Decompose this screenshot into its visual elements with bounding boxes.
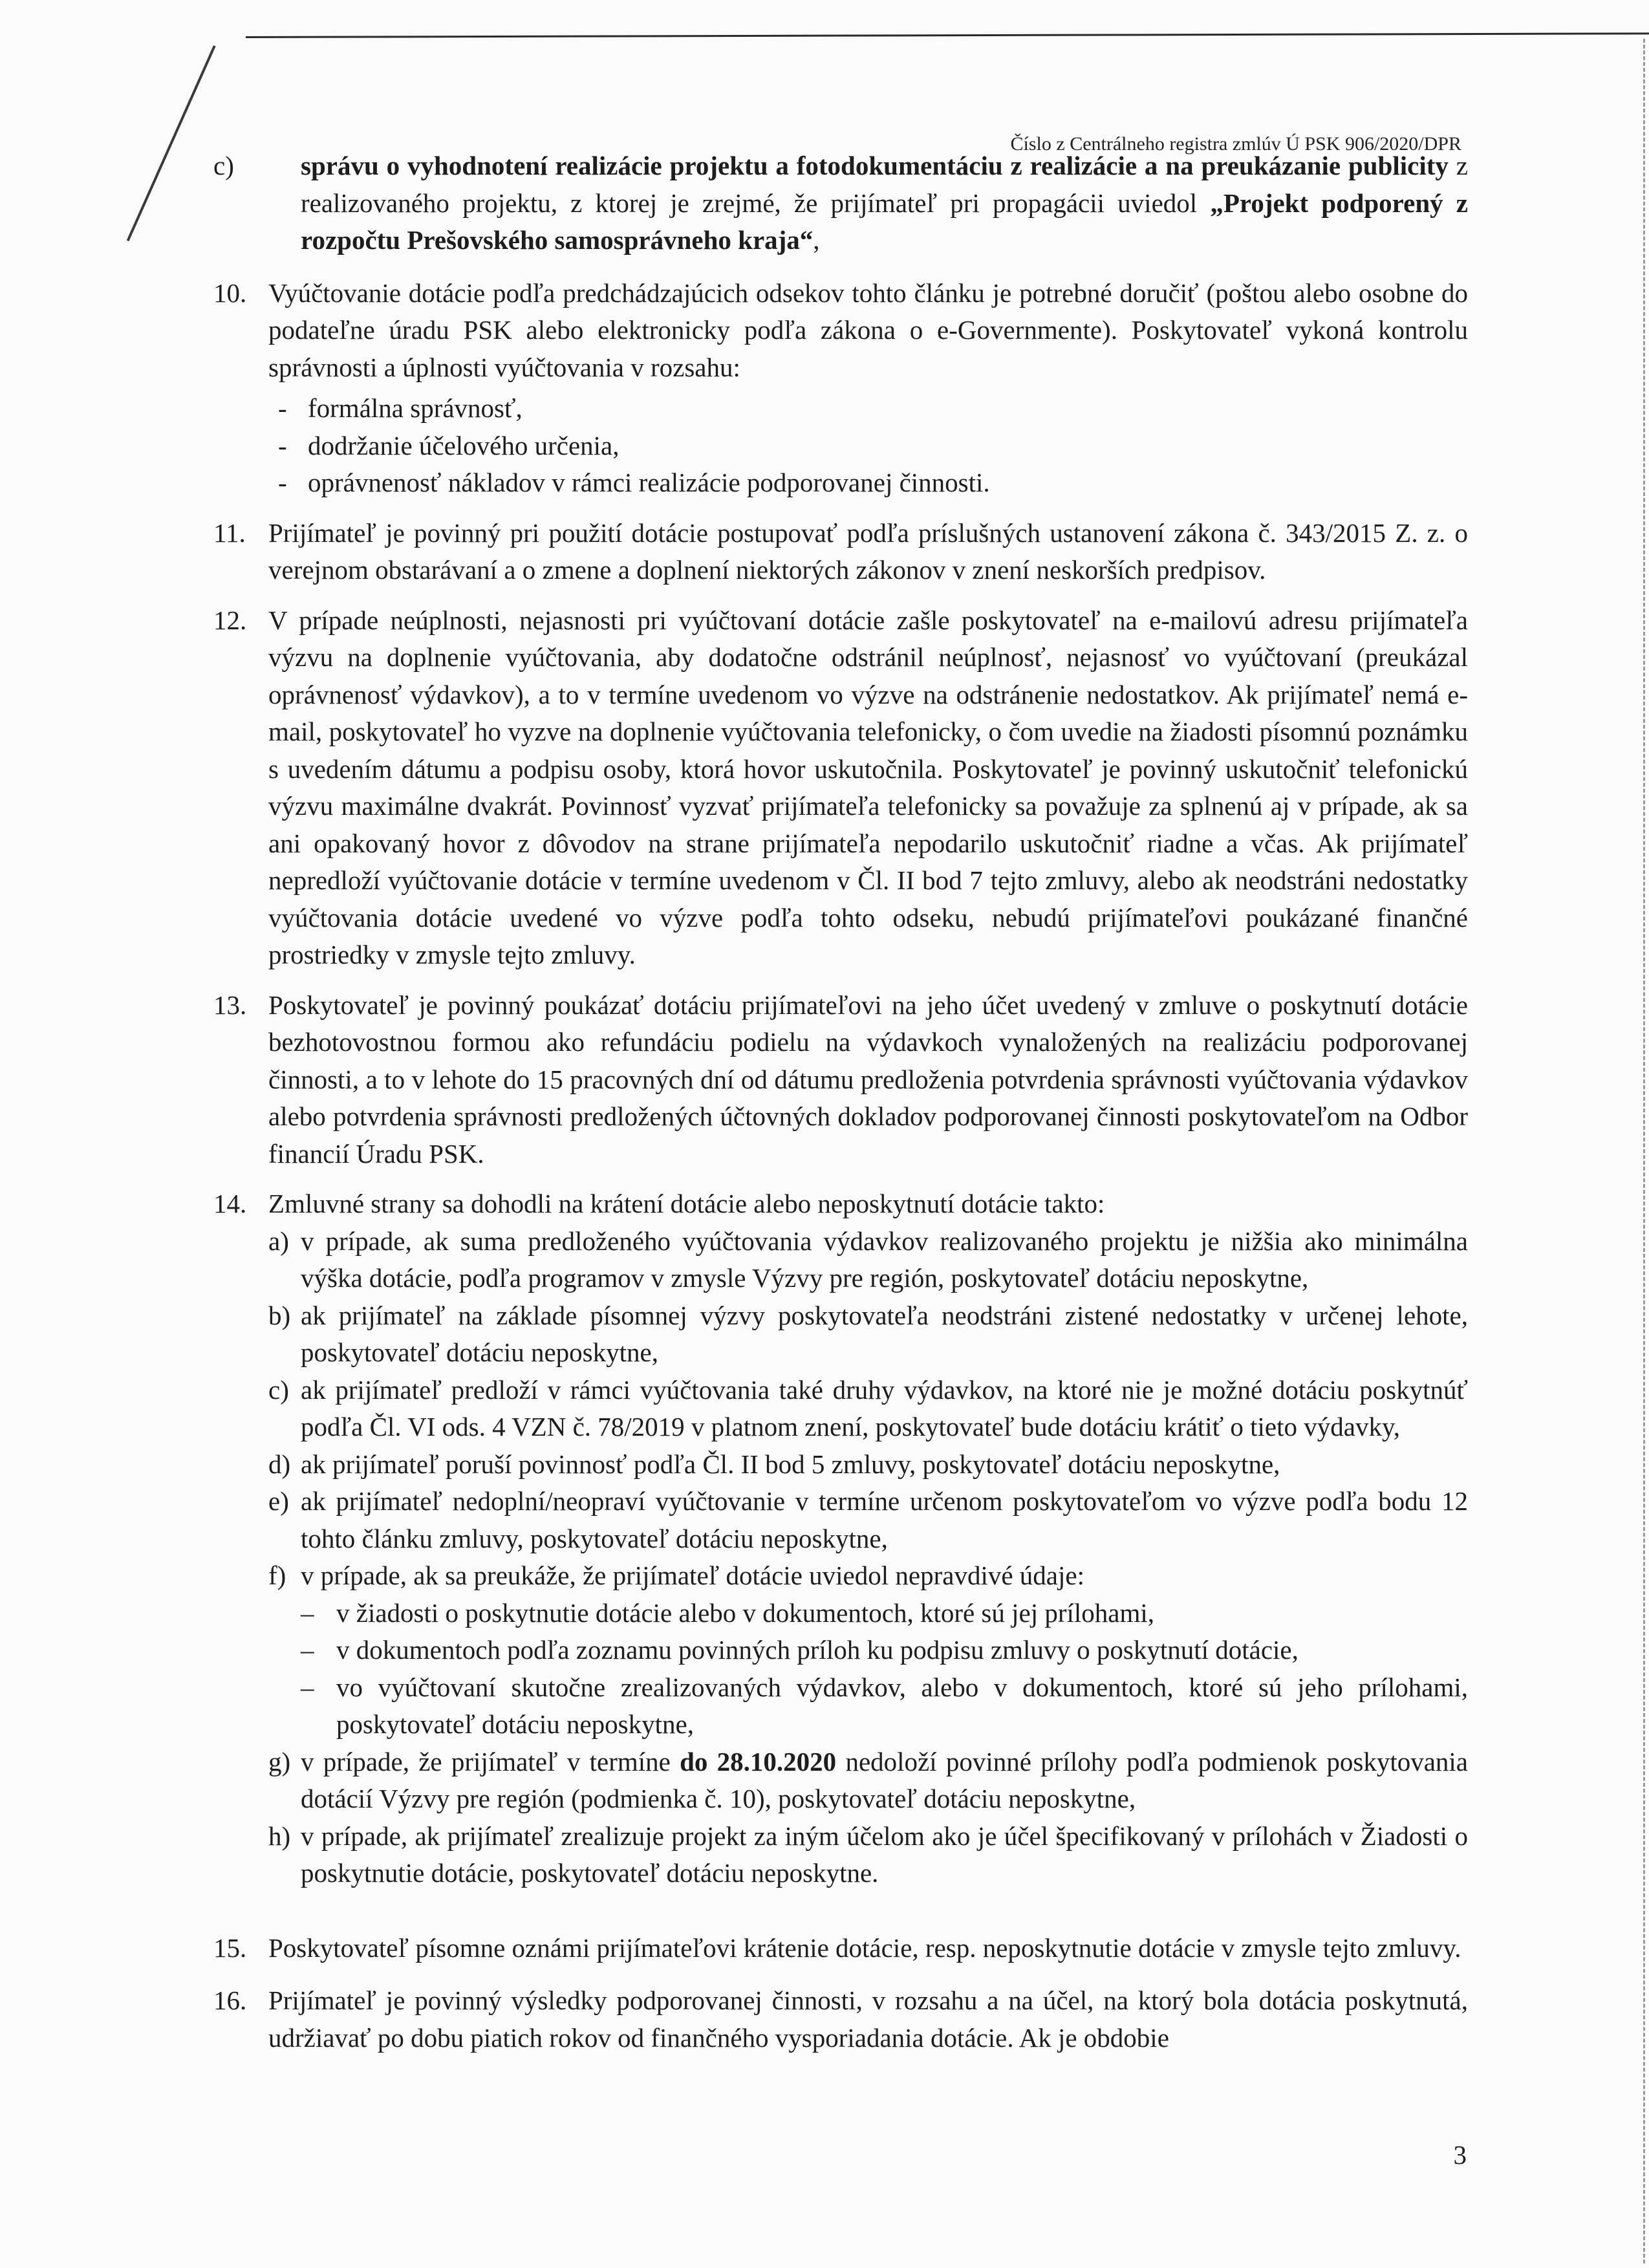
list-item-text: vo vyúčtovaní skutočne zrealizovaných výdavkov, alebo v dokumentoch, ktoré sú jeho prílohami, poskytovateľ dotáciu neposkytne,	[336, 1672, 1468, 1739]
item-text: ak prijímateľ poruší povinnosť podľa Čl. II bod 5 zmluvy, poskytovateľ dotáciu neposkytne,	[301, 1449, 1280, 1479]
paragraph-12	[213, 602, 1468, 974]
item-text: ak prijímateľ predloží v rámci vyúčtovania také druhy výdavkov, na ktoré nie je možné dotáciu poskytnúť podľa Čl. VI ods. 4 VZN č. 78/2019 v platnom znení, poskytovateľ bude dotáciu krátiť o tieto výdavky,	[301, 1374, 1468, 1442]
item-label: h)	[268, 1820, 291, 1851]
paragraph-number: 14.	[213, 1189, 247, 1218]
list-item-text: dodržanie účelového určenia,	[308, 430, 620, 460]
paragraph-10	[213, 275, 1468, 387]
item-c-reduction	[213, 1372, 1468, 1446]
item-c-bold-1: správu o vyhodnotení realizácie projektu a fotodokumentáciu z realizácie a na preukázanie publicity	[301, 151, 1449, 180]
list-item-text: oprávnenosť nákladov v rámci realizácie podporovanej činnosti.	[308, 468, 990, 497]
item-label: e)	[268, 1486, 289, 1516]
bullet-mark: -	[278, 430, 287, 460]
list-item	[213, 1669, 1468, 1744]
paragraph-number: 16.	[213, 1985, 247, 2015]
paragraph-14	[213, 1185, 1468, 1223]
contract-body	[213, 147, 1468, 2057]
list-item	[213, 464, 1468, 502]
item-b	[213, 1297, 1468, 1372]
item-c-label: c)	[213, 151, 234, 180]
paragraph-text: Poskytovateľ písomne oznámi prijímateľovi krátenie dotácie, resp. neposkytnutie dotácie v zmysle tejto zmluvy.	[268, 1932, 1461, 1963]
item-text: v prípade, ak suma predloženého vyúčtovania výdavkov realizovaného projektu je nižšia ako minimálna výška dotácie, podľa programov v zmysle Výzvy pre región, poskytovateľ dotáciu neposkytne,	[301, 1226, 1468, 1293]
item-label: f)	[268, 1561, 286, 1590]
deadline-date: do 28.10.2020	[680, 1746, 837, 1777]
paragraph-number: 12.	[213, 605, 247, 635]
control-scope-list	[213, 390, 1468, 502]
item-label: d)	[268, 1449, 291, 1479]
item-c-bold-2: „Projekt podporený z rozpočtu Prešovského samosprávneho kraja“	[301, 188, 1468, 255]
paragraph-text: Zmluvné strany sa dohodli na krátení dotácie alebo neposkytnutí dotácie takto:	[268, 1189, 1105, 1218]
paragraph-11	[213, 515, 1468, 589]
false-data-list	[213, 1595, 1468, 1744]
dash-mark: –	[301, 1672, 314, 1702]
paragraph-number: 15.	[213, 1932, 247, 1963]
list-item-text: v žiadosti o poskytnutie dotácie alebo v dokumentoch, ktoré sú jej prílohami,	[336, 1597, 1155, 1628]
paragraph-15	[213, 1930, 1468, 1967]
item-label: a)	[268, 1226, 289, 1256]
item-a	[213, 1223, 1468, 1297]
dash-mark: –	[301, 1635, 314, 1665]
paragraph-text: Prijímateľ je povinný pri použití dotácie postupovať podľa príslušných ustanovení zákona č. 343/2015 Z. z. o verejnom obstarávaní a o zmene a doplnení niektorých zákonov v znení neskorších predpisov.	[268, 517, 1468, 585]
list-item	[213, 427, 1468, 465]
paragraph-text: V prípade neúplnosti, nejasnosti pri vyúčtovaní dotácie zašle poskytovateľ na e-mailovú adresu prijímateľa výzvu na doplnenie vyúčtovania, aby dodatočne odstránil neúplnosť, nejasnosť vo vyúčtovaní (preukázal oprávnenosť výdavkov), a to v termíne uvedenom vo výzve na odstránenie nedostatkov. Ak prijímateľ nemá e-mail, poskytovateľ ho vyzve na doplnenie vyúčtovania telefonicky, o čom uvedie na žiadosti písomnú poznámku s uvedením dátumu a podpisu osoby, ktorá hovor uskutočnila. Poskytovateľ je povinný uskutočniť telefonickú výzvu maximálne dvakrát. Povinnosť vyzvať prijímateľa telefonicky sa považuje za splnenú aj v prípade, ak sa ani opakovaný hovor z dôvodov na strane prijímateľa nepodarilo uskutočniť riadne a včas. Ak prijímateľ nepredloží vyúčtovanie dotácie v termíne uvedenom v Čl. II bod 7 tejto zmluvy, alebo ak neodstráni nedostatky vyúčtovania dotácie uvedené vo výzve podľa tohto odseku, nebudú prijímateľovi poukázané finančné prostriedky v zmysle tejto zmluvy.	[268, 605, 1468, 969]
item-c	[213, 147, 1468, 259]
dash-mark: –	[301, 1597, 314, 1628]
scan-edge-left	[127, 45, 216, 241]
item-d	[213, 1446, 1468, 1484]
scan-edge-right	[1643, 39, 1645, 2263]
list-item	[213, 1595, 1468, 1632]
list-item	[213, 390, 1468, 427]
bullet-mark: -	[278, 468, 287, 497]
item-text: v prípade, ak sa preukáže, že prijímateľ dotácie uviedol nepravdivé údaje:	[301, 1561, 1084, 1590]
item-label: c)	[268, 1374, 289, 1405]
scan-edge-top	[246, 32, 1649, 38]
paragraph-number: 10.	[213, 277, 247, 308]
item-label: g)	[268, 1746, 291, 1777]
list-item-text: v dokumentoch podľa zoznamu povinných príloh ku podpisu zmluvy o poskytnutí dotácie,	[336, 1635, 1299, 1665]
item-text: ak prijímateľ na základe písomnej výzvy poskytovateľa neodstráni zistené nedostatky v určenej lehote, poskytovateľ dotáciu neposkytne,	[301, 1300, 1468, 1367]
item-c-text-1: z realizovaného projektu, z ktorej je zrejmé, že prijímateľ pri propagácii uviedol	[301, 151, 1468, 218]
list-item-text: formálna správnosť,	[308, 393, 523, 423]
paragraph-text: Vyúčtovanie dotácie podľa predchádzajúcich odsekov tohto článku je potrebné doručiť (poštou alebo osobne do podateľne úradu PSK alebo elektronicky podľa zákona o e-Governmente). Poskytovateľ vykoná kontrolu správnosti a úplnosti vyúčtovania v rozsahu:	[268, 277, 1468, 382]
item-e	[213, 1483, 1468, 1557]
contract-register-number: Číslo z Centrálneho registra zmlúv Ú PSK 906/2020/DPR	[1010, 133, 1461, 155]
item-text: v prípade, ak prijímateľ zrealizuje projekt za iným účelom ako je účel špecifikovaný v prílohách v Žiadosti o poskytnutie dotácie, poskytovateľ dotáciu neposkytne.	[301, 1820, 1468, 1888]
paragraph-number: 13.	[213, 989, 247, 1020]
item-c-text-2: ,	[813, 225, 820, 255]
paragraph-number: 11.	[213, 517, 246, 548]
item-h	[213, 1818, 1468, 1892]
paragraph-text: Prijímateľ je povinný výsledky podporovanej činnosti, v rozsahu a na účel, na ktorý bola dotácia poskytnutá, udržiavať po dobu piatich rokov od finančného vysporiadania dotácie. Ak je obdobie	[268, 1985, 1468, 2053]
item-label: b)	[268, 1300, 291, 1330]
item-g	[213, 1744, 1468, 1818]
paragraph-16	[213, 1982, 1468, 2057]
paragraph-13	[213, 987, 1468, 1173]
paragraph-text: Poskytovateľ je povinný poukázať dotáciu prijímateľovi na jeho účet uvedený v zmluve o poskytnutí dotácie bezhotovostnou formou ako refundáciu podielu na výdavkoch vynaložených na realizáciu podporovanej činnosti, a to v lehote do 15 pracovných dní od dátumu predloženia potvrdenia správnosti vyúčtovania výdavkov alebo potvrdenia správnosti predložených účtovných dokladov podporovanej činnosti poskytovateľom na Odbor financií Úradu PSK.	[268, 989, 1468, 1169]
list-item	[213, 1632, 1468, 1669]
item-f	[213, 1557, 1468, 1595]
page-number: 3	[1453, 2140, 1467, 2170]
item-text: ak prijímateľ nedoplní/neopraví vyúčtovanie v termíne určenom poskytovateľom vo výzve podľa bodu 12 tohto článku zmluvy, poskytovateľ dotáciu neposkytne,	[301, 1486, 1468, 1553]
item-text: nedoloží povinné prílohy podľa podmienok poskytovania dotácií Výzvy pre región (podmienka č. 10), poskytovateľ dotáciu neposkytne,	[301, 1746, 1468, 1813]
bullet-mark: -	[278, 393, 287, 423]
item-text: v prípade, že prijímateľ v termíne	[301, 1746, 680, 1777]
